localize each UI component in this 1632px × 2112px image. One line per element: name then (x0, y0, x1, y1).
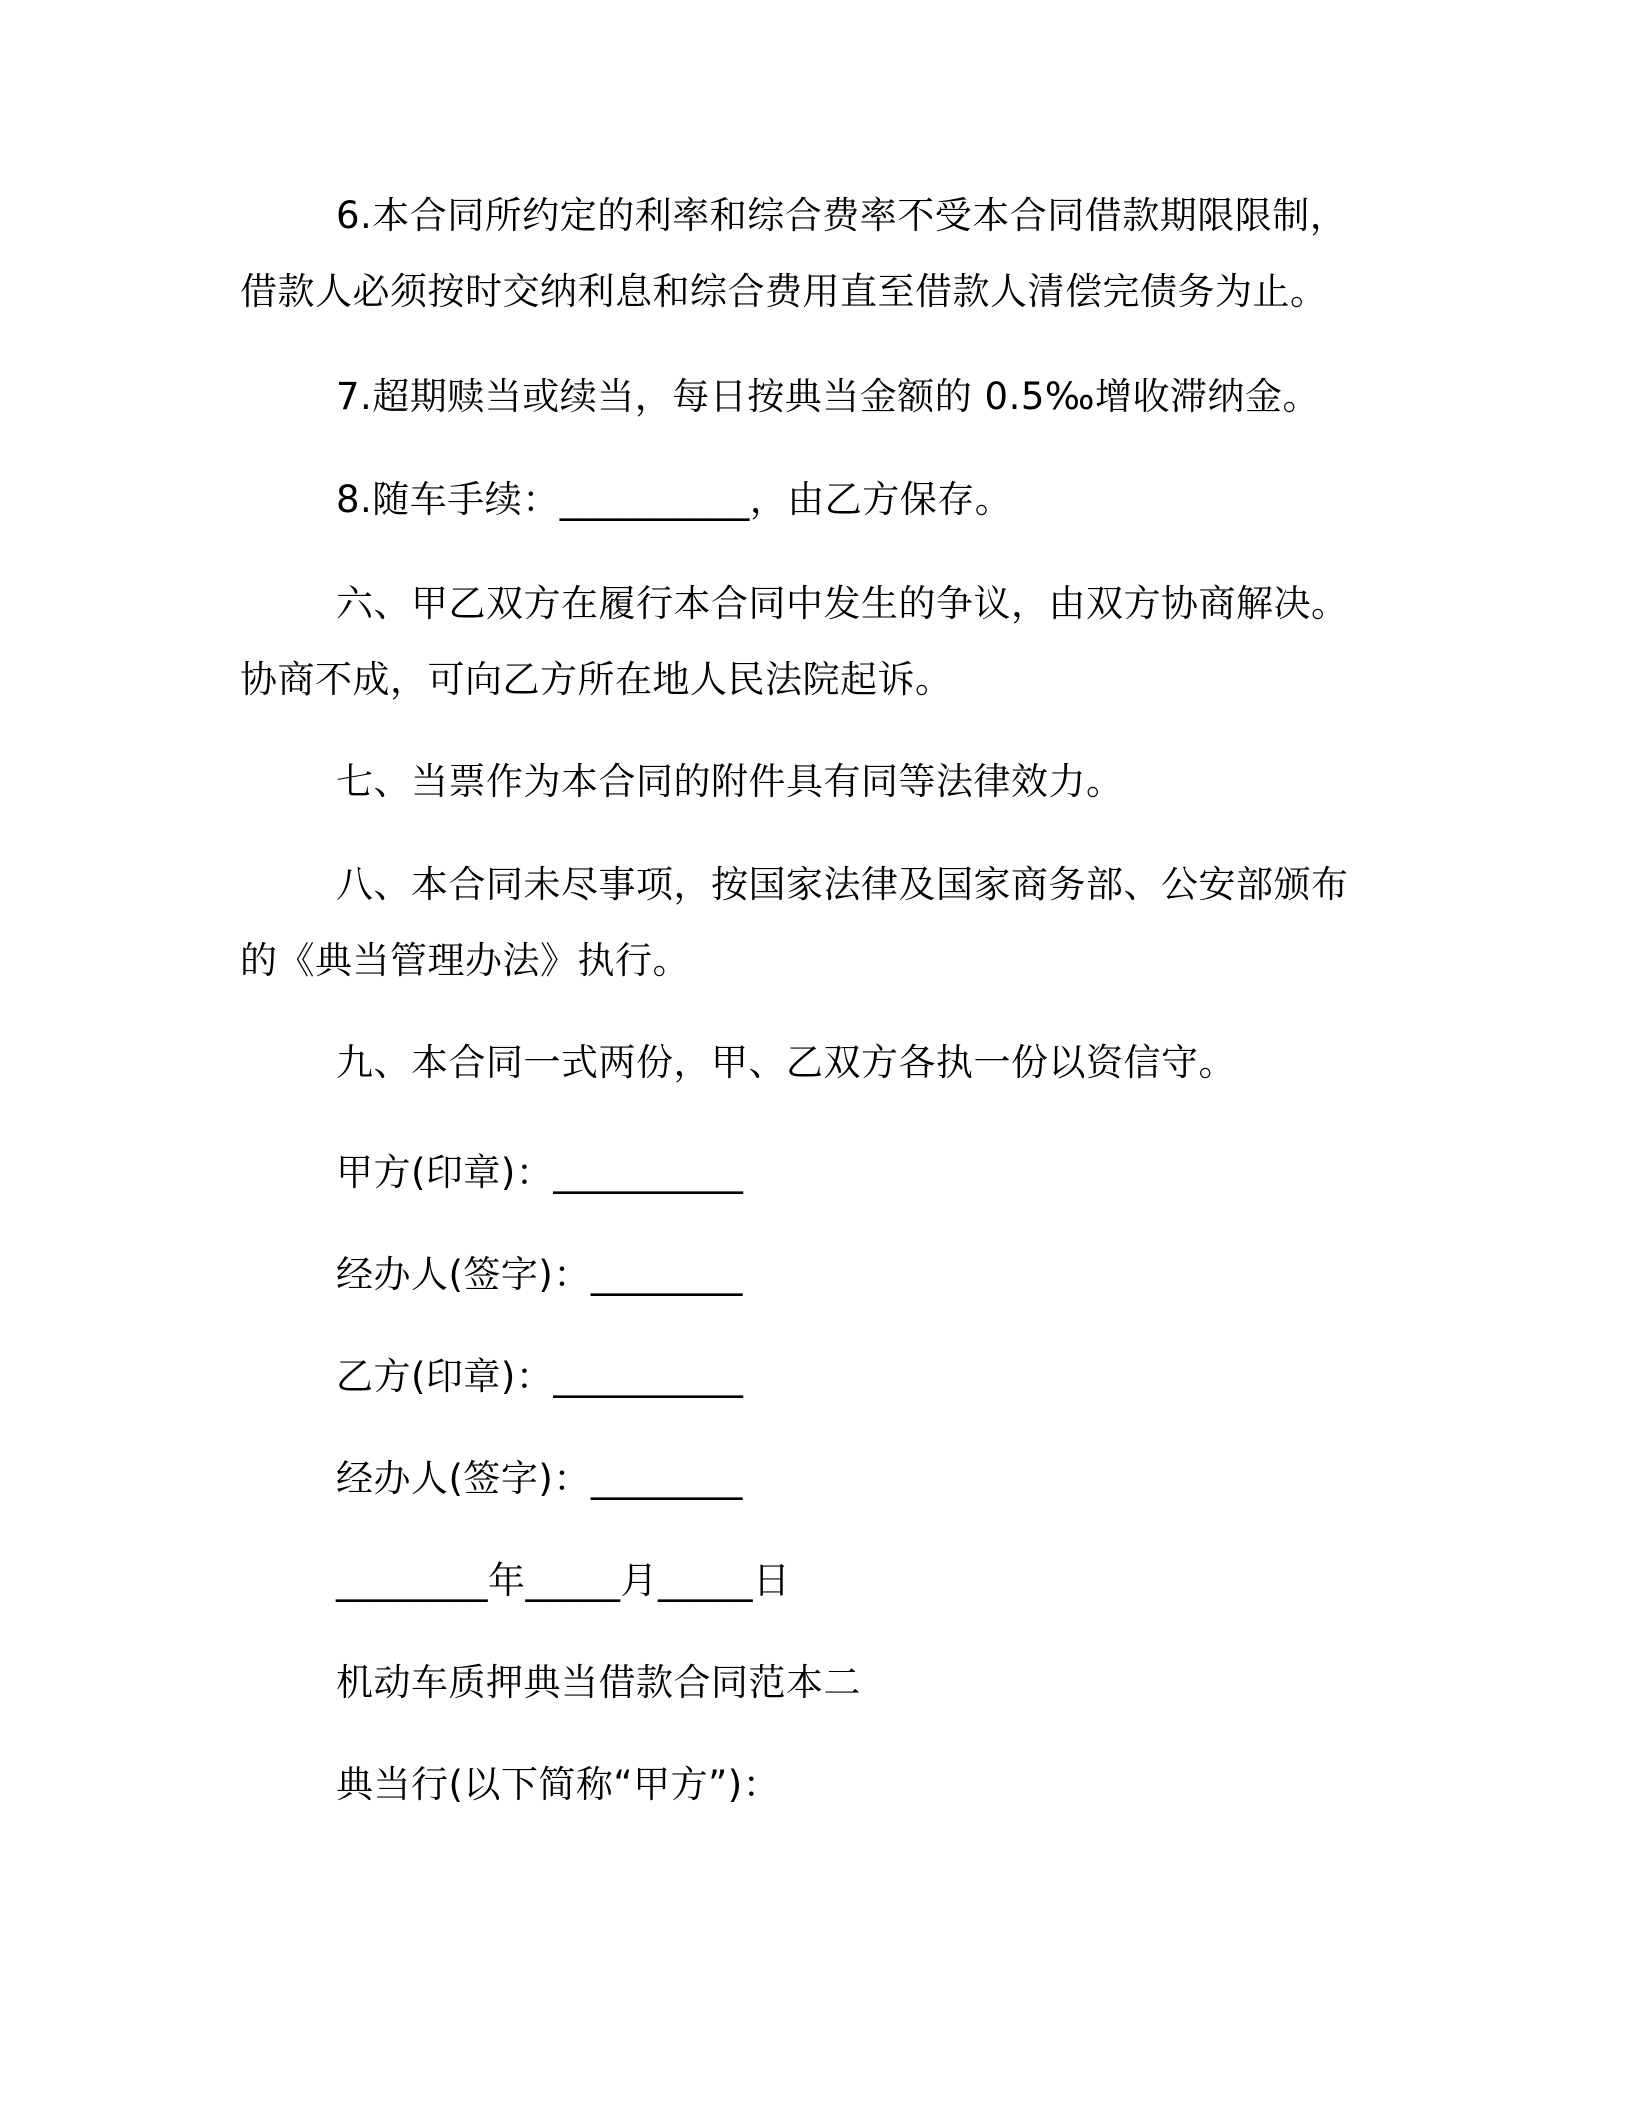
next-contract-title: 机动车质押典当借款合同范本二 (336, 1661, 861, 1704)
pawnshop-party-line: 典当行(以下简称“甲方”)： (336, 1763, 781, 1806)
agent-b-signature-line: 经办人(签字)：________ (336, 1457, 743, 1500)
article-7-paragraph: 七、当票作为本合同的附件具有同等法律效力。 (336, 760, 1124, 803)
article-9-paragraph: 九、本合同一式两份，甲、乙双方各执一份以资信守。 (336, 1041, 1236, 1084)
clause-7-paragraph: 7.超期赎当或续当，每日按典当金额的 0.5‰增收滞纳金。 (336, 375, 1321, 418)
article-8-paragraph: 八、本合同未尽事项，按国家法律及国家商务部、公安部颁布的《典当管理办法》执行。 (240, 863, 1349, 982)
party-a-seal-line: 甲方(印章)：__________ (336, 1151, 744, 1194)
party-b-seal-line: 乙方(印章)：__________ (336, 1355, 744, 1398)
date-line: ________年_____月_____日 (336, 1559, 791, 1602)
agent-a-signature-line: 经办人(签字)：________ (336, 1253, 743, 1296)
clause-6-paragraph: 6.本合同所约定的利率和综合费率不受本合同借款期限限制，借款人必须按时交纳利息和综合费用直至借款人清偿完债务为止。 (240, 194, 1348, 313)
article-6-paragraph: 六、甲乙双方在履行本合同中发生的争议，由双方协商解决。协商不成，可向乙方所在地人民法院起诉。 (240, 582, 1349, 701)
clause-8-paragraph: 8.随车手续：__________，由乙方保存。 (336, 478, 1013, 521)
